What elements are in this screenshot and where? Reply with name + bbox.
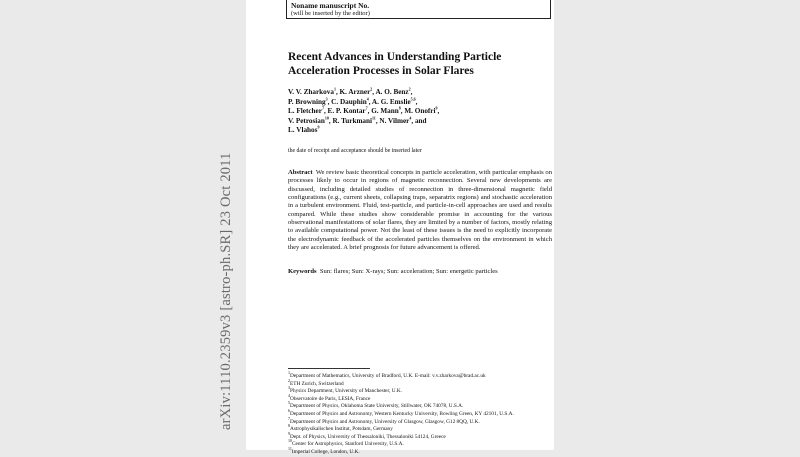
footnote: $^{10}$Center for Astrophysics, Stanford University, U.S.A.	[288, 438, 404, 448]
keywords-label: Keywords	[288, 268, 317, 275]
author: A. O. Benz$^2$,	[375, 86, 413, 96]
author: M. Onofri$^9$,	[404, 105, 440, 116]
keywords-text: Sun: flares; Sun: X-rays; Sun: acceleration; Sun: energetic particles	[319, 268, 498, 275]
arxiv-identifier-stamp: arXiv:1110.2359v3 [astro-ph.SR] 23 Oct 2011	[218, 152, 234, 430]
author: C. Dauphin$^4$,	[331, 96, 372, 106]
manuscript-number-title: Noname manuscript No.	[291, 1, 370, 10]
footnote-rule	[288, 368, 370, 369]
author: P. Browning$^3$,	[288, 96, 332, 106]
receipt-date-note: the date of receipt and acceptance should be inserted later	[288, 148, 422, 154]
manuscript-number-box	[286, 0, 551, 19]
footnote: $^5$Department of Physics, Oklahoma State University, Stillwater, OK 74078, U.S.A.	[288, 400, 464, 410]
author: E. P. Kontar$^7$,	[327, 105, 372, 116]
keywords	[288, 268, 552, 276]
author: L. Fletcher$^7$,	[288, 105, 328, 116]
author: G. Mann$^8$,	[371, 105, 405, 116]
paper-page	[246, 0, 554, 455]
manuscript-number-note: (will be inserted by the editor)	[291, 10, 370, 17]
author: L. Vlahos$^9$	[288, 124, 320, 135]
footnote: $^8$Astrophysikalischen Institut, Potsdam, Germany	[288, 423, 393, 433]
footnote: $^2$ETH Zurich, Switzerland	[288, 377, 344, 387]
abstract	[288, 169, 552, 252]
abstract-text: We review basic theoretical concepts in particle acceleration, with particular emphasis on processes likely to occur in regions of magnetic reconnection. Several new developments are discussed, including detailed studies of reconnection in three-dimensional magnetic field configurations (e.g., current sheets, collapsing traps, separatrix regions) and stochastic acceleration in a turbulent environment. Fluid, test-particle, and particle-in-cell approaches are used and results compared. While these studies show considerable promise in accounting for the various observational manifestations of solar flares, they are limited by a number of factors, mostly relating to available computational power. Not the least of these issues is the need to explicitly incorporate the electrodynamic feedback of the accelerated particles themselves on the environment in which they are accelerated. A brief prognosis for future advancement is offered.	[288, 169, 552, 252]
abstract-label: Abstract	[288, 169, 313, 176]
author: A. G. Emslie$^{5,6}$,	[371, 96, 418, 106]
footnote: $^3$Physics Department, University of Manchester, U.K.	[288, 385, 403, 395]
footnote: $^6$Department of Physics and Astronomy, Western Kentucky University, Bowling Green, KY 42101, U.S.A.	[288, 408, 514, 417]
footnote: $^9$Dept. of Physics, University of Thessaloniki, Thessaloniki 54124, Greece	[288, 430, 446, 440]
author: R. Turkmani$^{11}$,	[332, 115, 380, 125]
footnote: $^1$Department of Mathematics, University of Bradford, U.K. E-mail: v.v.zharkova@brad.ac.uk	[288, 370, 486, 379]
footnote: $^{11}$Imperial College, London, U.K.	[288, 446, 360, 455]
paper-title: Recent Advances in Understanding Particle Acceleration Processes in Solar Flares	[288, 51, 502, 77]
footnote: $^7$Department of Physics and Astronomy, University of Glasgow, Glasgow, G12 8QQ, U.K.	[288, 415, 480, 425]
footnote-list	[288, 370, 552, 457]
footnote: $^4$Observatoire de Paris, LESIA, France	[288, 393, 371, 402]
author-list	[288, 88, 550, 136]
author: V. Petrosian$^{10}$,	[288, 115, 333, 125]
author: K. Arzner$^2$,	[339, 86, 376, 96]
author: V. V. Zharkova$^1$,	[288, 86, 340, 96]
author: N. Vilmer$^4$, and	[379, 115, 427, 125]
